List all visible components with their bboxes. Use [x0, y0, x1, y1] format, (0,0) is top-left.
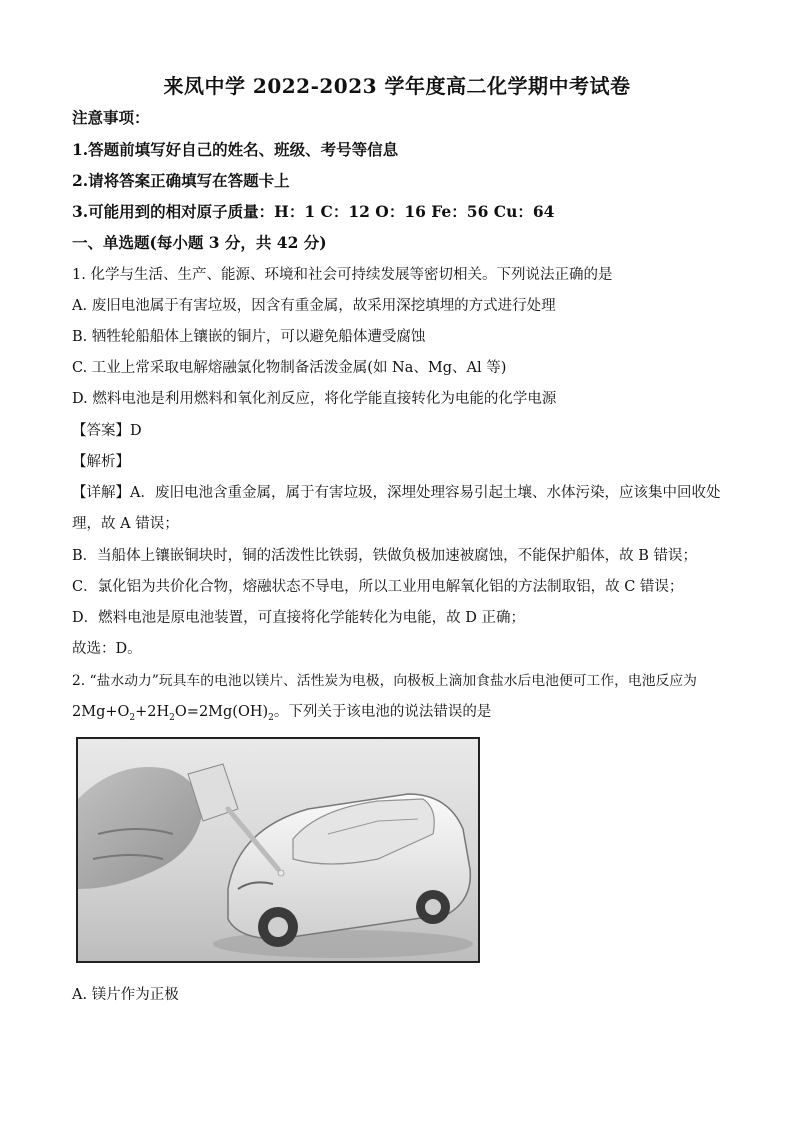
q1-detail-line-6: 故选：D。 — [72, 641, 142, 657]
q1-option-b: B. 牺牲轮船船体上镶嵌的铜片，可以避免船体遭受腐蚀 — [72, 329, 426, 345]
q1-detail-line-2: 理，故 A 错误； — [72, 516, 179, 532]
q1-answer — [72, 421, 722, 441]
eq-part-4: 。下列关于该电池的说法错误的是 — [273, 704, 492, 720]
q1-detail-line-4: C．氯化铝为共价化合物，熔融状态不导电，所以工业用电解氧化铝的方法制取铝，故 C 错误； — [72, 579, 684, 595]
q1-detail-line-3: B．当船体上镶嵌铜块时，铜的活泼性比铁弱，铁做负极加速被腐蚀，不能保护船体，故 B 错误； — [72, 548, 698, 564]
notice-item-3: 3.可能用到的相对原子质量：H：1 C：12 O：16 Fe：56 Cu：64 — [72, 202, 555, 221]
toy-car-illustration — [78, 739, 478, 961]
eq-part-1: 2Mg+O — [72, 704, 130, 720]
q2-option-a: A. 镁片作为正极 — [72, 987, 179, 1003]
q1-option-d: D. 燃料电池是利用燃料和氧化剂反应，将化学能直接转化为电能的化学电源 — [72, 391, 557, 407]
eq-sub-3: 2 — [268, 712, 274, 723]
eq-part-2: +2H — [135, 704, 170, 720]
q2-equation-line — [72, 702, 722, 722]
q1-detail-line-5: D．燃料电池是原电池装置，可直接将化学能转化为电能，故 D 正确； — [72, 610, 525, 626]
q1-option-c: C. 工业上常采取电解熔融氯化物制备活泼金属(如 Na、Mg、Al 等) — [72, 360, 507, 376]
eq-sub-1: 2 — [129, 712, 136, 723]
answer-value: D — [130, 423, 142, 439]
q1-analysis-label: 【解析】 — [72, 454, 130, 470]
notice-item-2: 2.请将答案正确填写在答题卡上 — [72, 171, 290, 190]
notice-item-1: 1.答题前填写好自己的姓名、班级、考号等信息 — [72, 140, 399, 159]
eq-part-3: O=2Mg(OH) — [174, 704, 269, 720]
page-title: 来凤中学 2022-2023 学年度高二化学期中考试卷 — [163, 74, 631, 98]
q1-detail-line-1 — [72, 483, 722, 503]
detail-text-1: A．废旧电池含重金属，属于有害垃圾，深埋处理容易引起土壤、水体污染，应该集中回收处 — [130, 485, 721, 501]
q1-option-a: A. 废旧电池属于有害垃圾，因含有重金属，故采用深挖填埋的方式进行处理 — [72, 298, 556, 314]
section-heading: 一、单选题(每小题 3 分，共 42 分) — [72, 233, 327, 252]
q1-stem: 1. 化学与生活、生产、能源、环境和社会可持续发展等密切相关。下列说法正确的是 — [72, 267, 613, 283]
q2-stem-line-1: 2. “盐水动力”玩具车的电池以镁片、活性炭为电极，向极板上滴加食盐水后电池便可工作，电池反应为 — [72, 673, 697, 689]
detail-label: 【详解】 — [72, 485, 130, 501]
toy-car-photo — [76, 737, 480, 963]
notice-heading: 注意事项： — [72, 108, 150, 127]
eq-sub-2: 2 — [169, 712, 175, 723]
answer-label: 【答案】 — [72, 423, 130, 439]
